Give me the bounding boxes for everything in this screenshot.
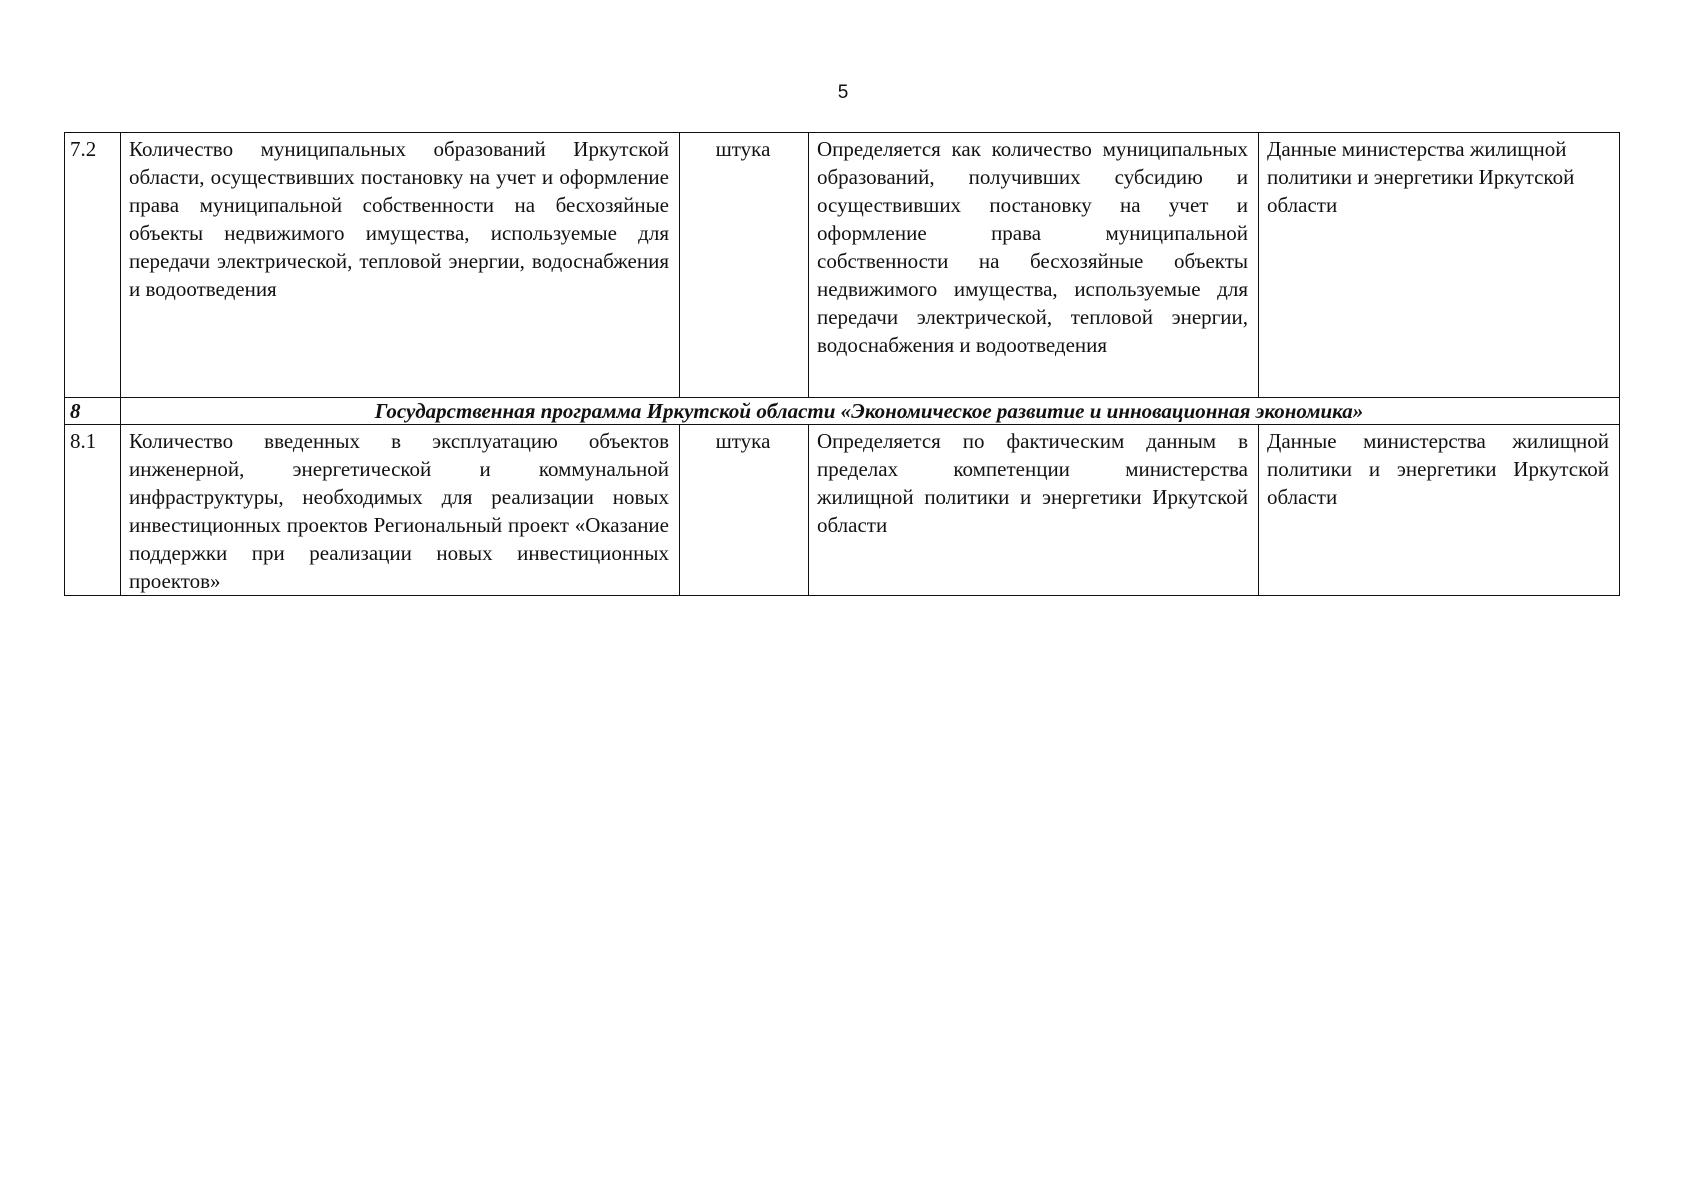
calculation-method: Определяется по фактическим данным в пределах компетенции министерства жилищной политики и энергетики Иркутской области [809, 425, 1259, 596]
indicators-table [64, 132, 1620, 596]
calculation-method: Определяется как количество муниципальных образований, получивших субсидию и осуществивших постановку на учет и оформление права муниципальной собственности на бесхозяйные объекты недвижимого имущества, используемые для передачи электрической, тепловой энергии, водоснабжения и водоотведения [809, 133, 1259, 398]
data-source: Данные министерства жилищной политики и энергетики Иркутской области [1259, 425, 1620, 596]
table-row [65, 133, 1620, 398]
unit-of-measure: штука [680, 425, 809, 596]
table-row [65, 425, 1620, 596]
row-number: 8.1 [65, 425, 121, 596]
row-number: 7.2 [65, 133, 121, 398]
indicator-name: Количество введенных в эксплуатацию объектов инженерной, энергетической и коммунальной инфраструктуры, необходимых для реализации новых инвестиционных проектов Региональный проект «Оказание поддержки при реализации новых инвестиционных проектов» [121, 425, 680, 596]
unit-of-measure: штука [680, 133, 809, 398]
section-row [65, 398, 1620, 425]
data-source: Данные министерства жилищной политики и энергетики Иркутской области [1259, 133, 1620, 398]
section-title: Государственная программа Иркутской области «Экономическое развитие и инновационная экономика» [121, 398, 1620, 425]
page-number: 5 [837, 82, 849, 103]
indicator-name: Количество муниципальных образований Иркутской области, осуществивших постановку на учет и оформление права муниципальной собственности на бесхозяйные объекты недвижимого имущества, используемые для передачи электрической, тепловой энергии, водоснабжения и водоотведения [121, 133, 680, 398]
section-number: 8 [65, 398, 121, 425]
